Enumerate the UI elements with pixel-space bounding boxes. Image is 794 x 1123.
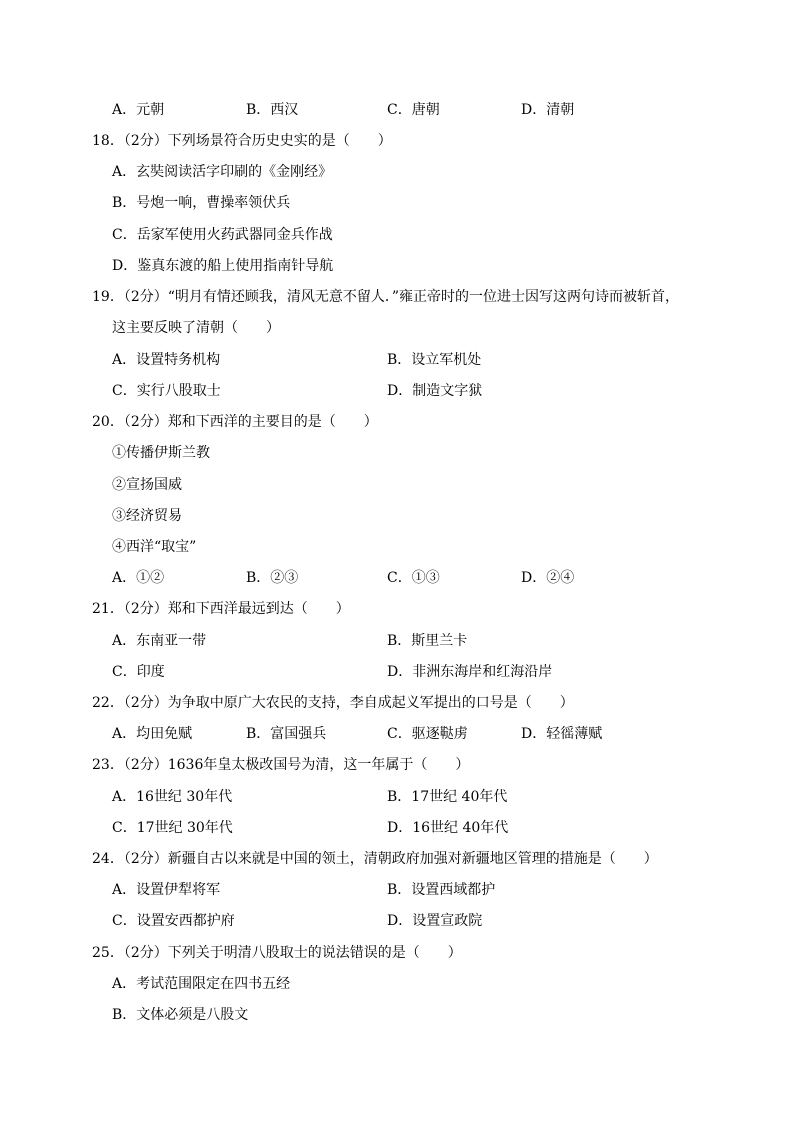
q21-option-c: C．印度 [112,664,165,680]
q18-option-a: A．玄奘阅读活字印刷的《金刚经》 [112,164,333,180]
q17-option-b: B．西汉 [246,102,299,118]
q24-option-c: C．设置安西都护府 [112,913,235,929]
q24-option-d: D．设置宣政院 [387,913,483,929]
q20-option-a: A．①② [112,570,165,586]
q25-option-b: B．文体必须是八股文 [112,1007,249,1023]
q25-stem: 25．（2分）下列关于明清八股取士的说法错误的是（ ） [92,945,462,961]
q20-option-c: C．①③ [387,570,440,586]
q18-option-d: D．鉴真东渡的船上使用指南针导航 [112,258,334,274]
q23-option-c: C．17世纪 30年代 [112,820,233,836]
q24-stem: 24．（2分）新疆自古以来就是中国的领土，清朝政府加强对新疆地区管理的措施是（ ） [92,851,658,867]
q23-option-a: A．16世纪 30年代 [112,789,233,805]
q22-option-c: C．驱逐鞑虏 [387,726,468,742]
q20-option-d: D．②④ [521,570,575,586]
q19-option-d: D．制造文字狱 [387,383,483,399]
q24-option-a: A．设置伊犁将军 [112,882,221,898]
q23-option-d: D．16世纪 40年代 [387,820,509,836]
q19-option-b: B．设立军机处 [387,352,482,368]
q25-option-a: A．考试范围限定在四书五经 [112,976,291,992]
q20-item-3: ③经济贸易 [112,508,182,524]
q19-stem-line-1: 19．（2分）“明月有情还顾我，清风无意不留人．”雍正帝时的一位进士因写这两句诗而被斩首， [92,289,680,305]
q20-option-b: B．②③ [246,570,299,586]
q19-option-a: A．设置特务机构 [112,352,221,368]
q24-option-b: B．设置西域都护 [387,882,496,898]
q22-option-b: B．富国强兵 [246,726,327,742]
q20-item-2: ②宣扬国威 [112,477,182,493]
q20-item-4: ④西洋“取宝” [112,539,197,555]
q23-stem: 23．（2分）1636年皇太极改国号为清，这一年属于（ ） [92,757,470,773]
q19-stem-line-2: 这主要反映了清朝（ ） [112,320,280,336]
q22-option-d: D．轻徭薄赋 [521,726,603,742]
q23-option-b: B．17世纪 40年代 [387,789,508,805]
q21-option-d: D．非洲东海岸和红海沿岸 [387,664,553,680]
q21-option-b: B．斯里兰卡 [387,633,468,649]
q17-option-c: C．唐朝 [387,102,440,118]
q22-option-a: A．均田免赋 [112,726,193,742]
q20-item-1: ①传播伊斯兰教 [112,445,210,461]
q18-stem: 18．（2分）下列场景符合历史史实的是（ ） [92,133,392,149]
q17-option-d: D．清朝 [521,102,575,118]
q17-option-a: A．元朝 [112,102,165,118]
q21-option-a: A．东南亚一带 [112,633,207,649]
q22-stem: 22．（2分）为争取中原广大农民的支持，李自成起义军提出的口号是（ ） [92,695,574,711]
q20-stem: 20．（2分）郑和下西洋的主要目的是（ ） [92,414,378,430]
q18-option-c: C．岳家军使用火药武器同金兵作战 [112,227,333,243]
q19-option-c: C．实行八股取士 [112,383,221,399]
q18-option-b: B．号炮一响，曹操率领伏兵 [112,195,291,211]
q21-stem: 21．（2分）郑和下西洋最远到达（ ） [92,601,350,617]
